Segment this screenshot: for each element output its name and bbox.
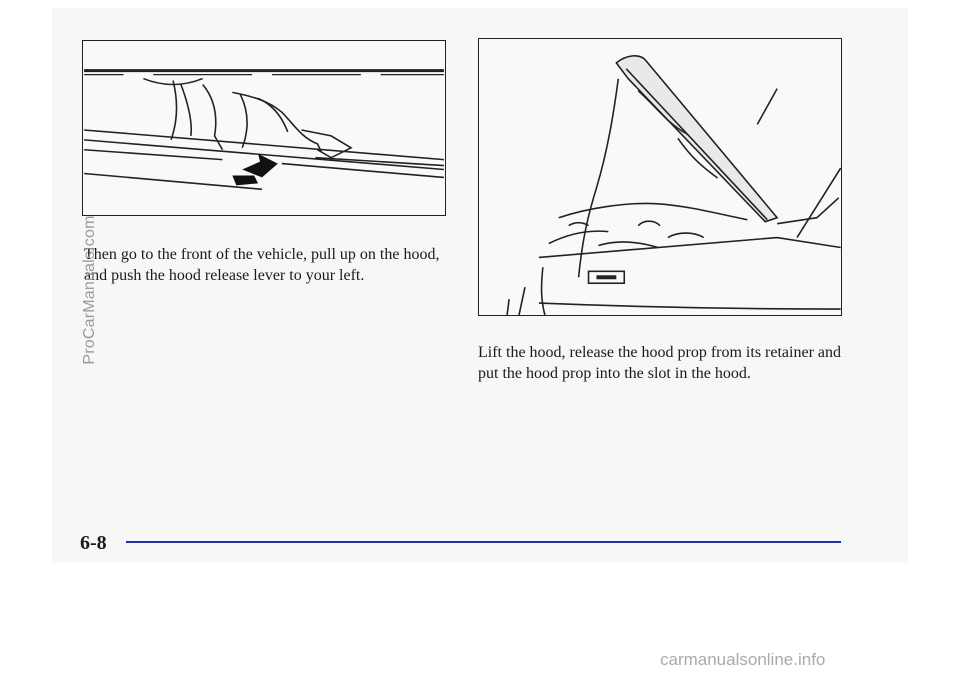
page-number: 6-8: [80, 532, 107, 554]
hood-release-lever-illustration: [82, 40, 446, 216]
left-caption: Then go to the front of the vehicle, pull up on the hood, and push the hood release lever to your left.: [84, 246, 440, 284]
hood-prop-illustration: [478, 38, 842, 316]
bottom-watermark: carmanualsonline.info: [660, 650, 826, 669]
side-watermark-text: ProCarManuals.com: [81, 215, 98, 365]
footer-rule: [126, 541, 841, 543]
right-caption: Lift the hood, release the hood prop from its retainer and put the hood prop into the slot in the hood.: [478, 344, 841, 382]
side-watermark: [80, 200, 100, 380]
